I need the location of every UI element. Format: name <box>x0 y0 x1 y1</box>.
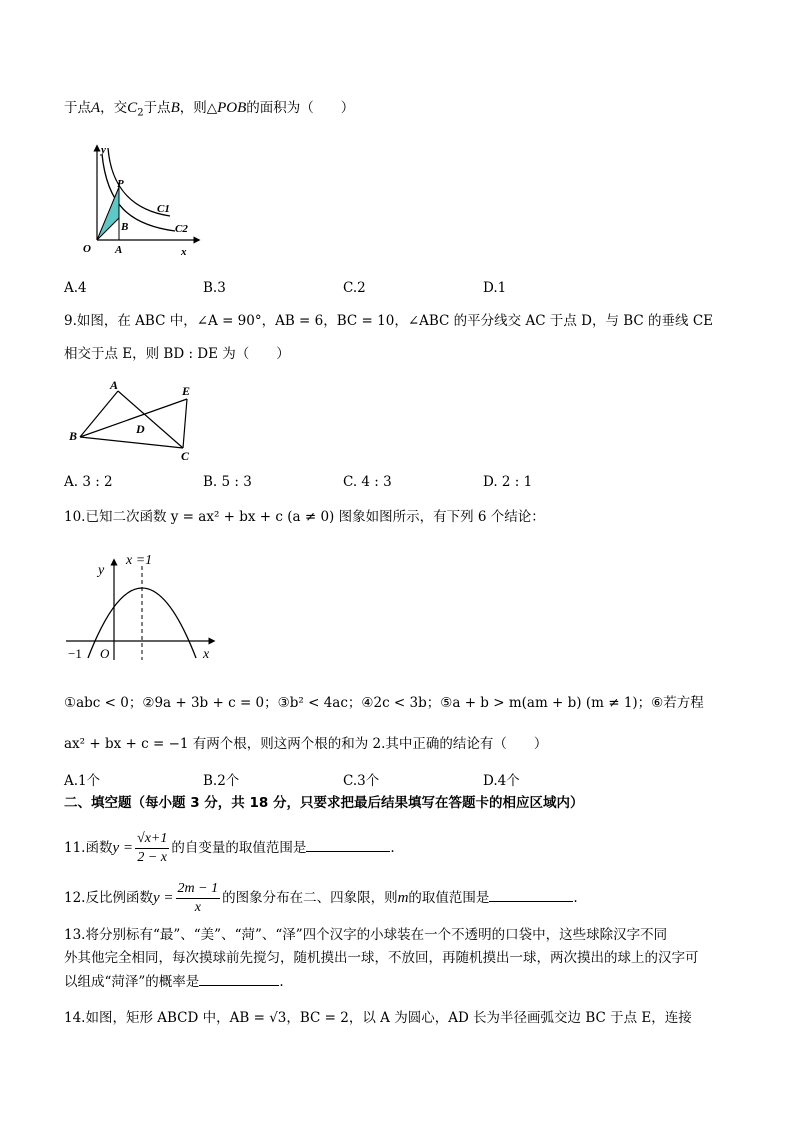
q8-option-c[interactable]: C.2 <box>343 280 366 296</box>
q11-prefix: 11.函数 <box>64 840 113 856</box>
q13-answer-blank[interactable] <box>199 971 279 986</box>
q9-option-d[interactable]: D. 2 : 1 <box>483 474 533 490</box>
q8-text-1: 于点 <box>64 100 91 116</box>
q12-numerator: 2m − 1 <box>176 880 221 899</box>
q12-prefix: 12.反比例函数 <box>64 890 153 906</box>
q10-option-c[interactable]: C.3个 <box>343 773 380 789</box>
q8-option-b[interactable]: B.3 <box>203 280 226 296</box>
q10-option-a[interactable]: A.1个 <box>64 773 101 789</box>
q9-option-a[interactable]: A. 3 : 2 <box>64 474 113 490</box>
q12-stem <box>64 880 578 917</box>
q10-conclusions: ①abc < 0；②9a + 3b + c = 0；③b² < 4ac；④2c < 3b；⑤a + b > m(am + b) (m ≠ 1)；⑥若方程 <box>64 695 704 711</box>
q10-stem-line1: 10.已知二次函数 y = ax² + bx + c (a ≠ 0) 图象如图所示，有下列 6 个结论： <box>64 509 545 525</box>
q9-label-e: E <box>182 384 191 398</box>
q8-label-p: P <box>117 178 124 190</box>
q12-m: m <box>397 890 409 906</box>
q13-line1: 13.将分别标有“最”、“美”、“菏”、“泽”四个汉字的小球装在一个不透明的口袋中，这些球除汉字不同 <box>64 927 668 943</box>
q10-option-d[interactable]: D.4个 <box>483 773 520 789</box>
q9-option-c[interactable]: C. 4 : 3 <box>343 474 392 490</box>
q10-stem-line3: ax² + bx + c = −1 有两个根，则这两个根的和为 2.其中正确的结论有（ ） <box>64 736 548 752</box>
q8-text-5: 的面积为（ ） <box>246 100 355 116</box>
q13-end: . <box>279 974 284 990</box>
q8-label-b: B <box>121 221 129 233</box>
q12-denominator: x <box>194 900 201 915</box>
section-heading-fill-in: 二、填空题（每小题 3 分，共 18 分，只要求把最后结果填写在答题卡的相应区域内） <box>64 795 584 811</box>
q8-text-3: 于点 <box>143 100 171 116</box>
q9-stem-line1: 9.如图，在 ABC 中，∠A = 90°，AB = 6，BC = 10，∠ABC 的平分线交 AC 于点 D，与 BC 的垂线 CE <box>64 313 714 329</box>
q12-tail2: 的取值范围是 <box>408 890 490 906</box>
q13-line3-text: 以组成“菏泽”的概率是 <box>64 974 200 990</box>
q8-option-d[interactable]: D.1 <box>483 280 507 296</box>
q8-label-x: x <box>181 246 187 258</box>
q13-line3 <box>64 971 284 992</box>
q12-end: . <box>573 890 578 906</box>
q8-option-a[interactable]: A.4 <box>64 280 87 296</box>
q11-y-eq: y = <box>112 840 134 856</box>
q8-shaded-triangle <box>97 187 119 240</box>
q11-end: . <box>390 840 395 856</box>
q11-numerator: √x+1 <box>135 830 169 849</box>
q12-answer-blank[interactable] <box>489 887 573 902</box>
q8-label-c1: C1 <box>157 203 170 215</box>
q9-label-b: B <box>69 429 78 443</box>
q8-text-4: ，则△ <box>179 100 218 116</box>
q8-triangle-pob: POB <box>217 100 247 116</box>
q9-label-a: A <box>110 378 119 392</box>
q8-text-2: ，交 <box>100 100 128 116</box>
q8-curve-c2: C <box>127 100 138 116</box>
q10-label-neg1: −1 <box>68 646 82 661</box>
q8-point-b: B <box>170 100 180 116</box>
q9-label-d: D <box>136 422 145 436</box>
q12-tail: 的图象分布在二、四象限，则 <box>222 890 398 906</box>
q10-figure <box>62 548 222 663</box>
q12-y-eq: y = <box>152 890 174 906</box>
q11-stem <box>64 830 395 867</box>
q10-option-b[interactable]: B.2个 <box>203 773 240 789</box>
q10-label-x: x <box>203 647 210 662</box>
q11-answer-blank[interactable] <box>306 837 390 852</box>
q10-label-axis: x =1 <box>126 553 153 568</box>
q11-denominator: 2 − x <box>137 850 168 865</box>
q8-stem <box>64 98 354 124</box>
q8-label-o: O <box>83 243 91 255</box>
q9-side-bc <box>80 437 183 448</box>
q8-c2-subscript: 2 <box>137 107 144 119</box>
q9-segment-ce <box>183 399 187 448</box>
q9-option-b[interactable]: B. 5 : 3 <box>203 474 252 490</box>
q11-tail: 的自变量的取值范围是 <box>171 840 307 856</box>
q11-fraction <box>135 830 169 867</box>
q8-label-c2: C2 <box>175 223 188 235</box>
q10-label-y: y <box>98 563 105 578</box>
q8-options <box>64 280 624 300</box>
q9-label-c: C <box>181 449 190 463</box>
q13-line2: 外其他完全相同，每次摸球前先搅匀，随机摸出一球，不放回，再随机摸出一球，两次摸出的球上的汉字可 <box>64 950 699 966</box>
q8-figure <box>75 140 205 260</box>
q9-options <box>64 474 624 494</box>
q9-stem-line2: 相交于点 E，则 BD : DE 为（ ） <box>64 346 290 362</box>
q8-point-a: A <box>91 100 101 116</box>
q14-line1: 14.如图，矩形 ABCD 中，AB = √3，BC = 2，以 A 为圆心，AD 长为半径画弧交边 BC 于点 E，连接 <box>64 1010 692 1026</box>
q12-fraction <box>176 880 221 917</box>
q9-figure <box>64 375 204 467</box>
q8-label-a: A <box>115 244 123 256</box>
q10-options <box>64 769 624 789</box>
q10-label-o: O <box>100 646 110 661</box>
q8-label-y: y <box>101 144 106 156</box>
